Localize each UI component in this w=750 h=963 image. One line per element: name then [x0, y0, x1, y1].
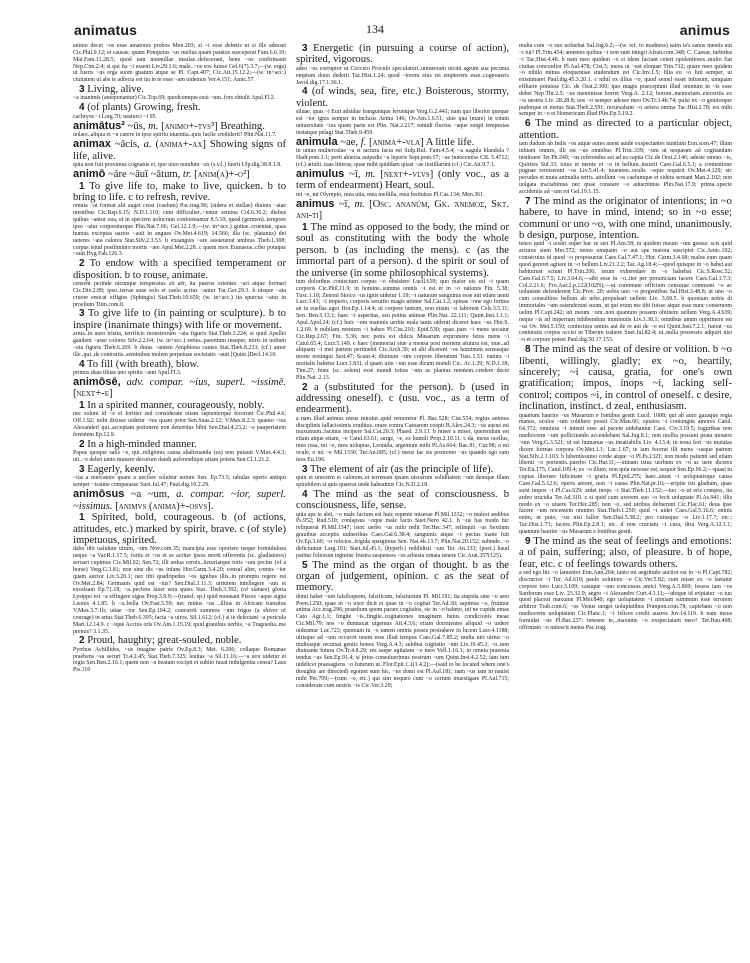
citation-block: arma..in auro tristia, terrificis monstrorum ~ata figuris Stat.Theb.3.224; si quid Apellei gaudent ~asse colores Silv.2.2.64; (w. in+acc.) series..parentum insuper, miris in uultum ~ata figuris Theb.6.269. b duras ~antem Amphiona cautes Stat.Theb.8.233; (cf.) amor ille..qui..de contrariis..seminibus molem perpetuae societatis ~auit [Quint.]Decl.14.10. [73, 331, 286, 358]
sense-text: To give life to, make to live, quicken. b to bring to life. c to refresh, revive. [73, 180, 286, 204]
sense-definition [296, 382, 509, 416]
etymology: [animo+-tvs³] [161, 120, 218, 132]
entry-headword-line [73, 377, 286, 400]
sense-number: 7 [525, 195, 531, 207]
sense-text: The mind as opposed to the body, the mind or soul as constituting with the body the whole person. b (as including the mens). c (as the immortal part of a person). d the spirit or soul of the universe (in some philosophical systems). [296, 221, 509, 279]
headword: animō [73, 168, 106, 181]
etymology: [animvs (anima)+-osvs]. [115, 500, 214, 512]
right-guideword: animus [679, 22, 730, 38]
inflection-forms: ~ī, [338, 198, 351, 210]
sense-number: 1 [79, 512, 85, 524]
etymology: [next+-vlvs] [380, 168, 434, 180]
definition: Showing signs of life, alive. [73, 139, 287, 162]
column-left [73, 43, 286, 690]
sense-definition [519, 196, 732, 242]
sense-text: Proud, haughty; great-souled, noble. [87, 635, 242, 647]
inflection-forms: ~ācis, [114, 139, 140, 150]
sense-number: 1 [79, 180, 85, 192]
citation-block: a nam illud animus meus miratur..quid remoretur Pl. Bac.528; Cist.554; regius animus disciplinis fallacissimis eruditus..orare contra Caesarem coepit B.Alex.24.3; ~us ausus est maxumum..facinus incipere Sal.Cat.20.3; Phaed. 2.9.13. b miser a miser, querendum est etiam atque etiam, ~e Catul.63.61; surge, ~e, ex humili Prop.2.10.11. c da, meus ocellus, mea rosa, mi ~e, mea uoluptas, Leonida, argentum mihi Pl.As.664; Bac.81; Cur.98; o mi ocule, o mi ~e Mil.1330; Ter.An.685; (cf.) meus fac sis postremo ~us quando ego sum tuos Eu.196. [296, 415, 509, 463]
entry-headword-line [296, 137, 509, 149]
inflection-forms: ~āre ~āuī ~ātum, [108, 169, 181, 181]
definition: (only voc., as a term of endearment) Heart, soul. [296, 168, 509, 192]
sense-text: The mind as the originator of intentions; in ~o habere, to have in mind, intend; so in ~o esse; communi or uno ~o, with one mind, unanimously. b design, purpose, intention. [519, 195, 732, 242]
entry-headword-line [73, 121, 286, 133]
sense-number: 3 [302, 43, 308, 54]
definition: A little life. [425, 136, 475, 148]
sense-definition [73, 258, 286, 281]
entry-headword-line [73, 139, 286, 162]
citation-block: ~ius a mercatore quam a uectore soluitur uotum Sen. Ep.73.5; tabulas operis antiqui semper ~issime comparasse Suet.Jul.47; Paul.dig.10.2.29. [73, 475, 286, 489]
sense-number: 1 [79, 400, 85, 411]
sense-definition [519, 536, 732, 570]
citation-block: tum doloribus coniectum corpus ~o obsistere Lucil.639; quo maior uis est ~i quam corporis Cic.Phil.11.9; in homine..summa omnis ~i est et in ~o rationis Fin. 5.38; Tusc.1.18; Zenoni Stoico ~us ignis uidetur 1.19; ~i naturam sanguinis esse aut etiam uenti Lucr.3.43; ~i imperio, corporis seruitio magis utimur Sal.Cat.1.2; spinas ~one ego fortius an tu euellas agro Hor.Ep.1.14.4; ut corpore tantum, non etiam ~o laborent Cels.3.5.11; Sen. Ben.5.13.1; haec ~i asperitas, seu potius animae Plin.Nat. 22.111; Quint.Inst.1.1.1; Apul.Apol.24; (cf.) huic ~um matonis uerbis mala tanta uidenti diceret haec ~us Hor.S. 1.2.69. b nubilam mentem ~i habeo Pl.Cist.210; Epid.530; quae..pars ~i mens uocatur Cic.Rep.2.67; Fin. 5.36; nec potis est dulcis Musarum expromere fetus mens ~i Catul.65.4; Lucr.5.149. c haec (memoria) siue a mensa post mortem afutura est, siue..ad aliquam ~i mei partem pertinebit Cic.Arch.30; ut alii dicerent ~os hominum sensusque morte restingui Sest.47; Scaur.4; diuinum ~um corpore liberatum Tusc.1.51. natura ~i mortalis habetur Lucr.3.831. d quam uim ~um esse dicunt mundi Cic. Ac.1.29; N.D.1.18; Tim.27; hunc (sc. solem) esse mundi totius ~um ac planius mentem..credere decet Plin.Nat. 2.13. [296, 278, 509, 381]
sense-definition [296, 86, 509, 109]
headword: animulus [296, 167, 345, 180]
grammar-label: f. [360, 136, 367, 148]
sense-number: 4 [79, 358, 85, 370]
citation-block: siluae, quas ~i Euri adsidue franguntque feruntque Verg.G.2.441; nam quo liberior quoque est ~ior ignis semper in inclusis Aetna 146; Ov.Am.1.6.51; siue qua (mare) in totum uniuersitate ~ius quam parte est Plin. Nat.2.217; tumidi fluctus ~aque surgit tempestas instatque pelagi Stat.Theb.9.459. [296, 109, 509, 136]
column-middle [296, 43, 509, 690]
citation-block: nec solum id ~e et fortiter sed considerate etiam sapienterque fecerunt Cic.Phil.4.6; Off.1.92; mihi dixisse uidetur ~ius quam prior Sen.Suas.2.12; V.Max.8.2.3; quanto ~ius Alexander! qui..acceptam potionem non deterritus bibit Sen.Dial.4.23.2; ~e paupertatem ferentem Ep.12.9. [73, 411, 286, 438]
citation-block: censent perinde utcunque temperatus sit aër, ita pueros orientes ~ari atque formari Cic.Div.2.89; ipso..terrae suae solo et caelo acrius ~antur Tac.Ger.29.3. b uisque ~ata cruore emicat effigies (Sphingis) Stat.Theb.10.659; (w. in+acc.) ita spurcus ~atur in proelium Titin.com.8. [73, 281, 286, 308]
sense-text: To fill (with breath), blow. [87, 358, 200, 370]
definition: Breathing. [220, 120, 265, 132]
sense-number: 3 [302, 463, 308, 475]
sense-text: Eagerly, keenly. [87, 463, 155, 475]
sense-definition [73, 84, 286, 95]
sense-text: Spirited, bold, courageous. b (of actions, attitudes, etc.) marked by spirit, brave. c (of style) impetuous, spirited. [73, 512, 286, 546]
grammar-label: m. [365, 168, 376, 180]
left-guideword: animatus [74, 22, 138, 38]
citation-block: multa cum ~o suo uoluebat Sal.Jug.6.2;—(w. ref. to madness) satin ta's sanus mentis aut ~i tui? Pl.Trin.454; amentes quibus ~i non sunt integri Afran.com.348; C. Caesar, turbidus ~i Tac.Hist.4.48. b nam meo quidem ~o si idem faciant ceteri opulentiores..multo fiat ciuitas concordior Pl.Aul.478; Cist.5; meus ut ~ust eloquar Trin.712; quare meo quidem ~o nihilo minus eloquentiae studendum est Cic.Inv.1.5; filia eo ~o fuit semper, ut existimaret Paul.dig.45.3.20.1. c nihil ex illius ~o, quod semel esset infusum, umquam effluere potuisse Cic. de Orat.2.300; quo magis praeceptum illud omnium in ~is esse debet Nep.Thr.2.5; ~us meminisse horret Verg.A. 2.12; horum..memoriam..eieceritis ex ~is uestris Liv. 28.28.8; uos ~o semper adesse meo Ov.Tr.3.4b.74; pulsi ex ~o genitorque pudorque et metus Stat.Theb.2.591; recursabant ~o uetera omina Tac.Hist.2.78; est mihi semper in ~o et Homericum illud Plin.Ep.5.19.2. [519, 43, 732, 118]
sense-number: 2 [79, 635, 85, 647]
sense-text: In a spirited manner, courageously, nobly. [87, 400, 265, 411]
citation-block: animo decet ~os esse amatores probos Men.203; si ~i esse debetis ut si ille adesset Cic.Phil.9.12; ei causae, quam Pompeius ~us melius quam paratus susceperat Fam.6.6.10; Mat.Fam.11.28.5; quod iam nonnullae insulae..defecerant, bene ~os confirmauit Nep.Cim.2.4; si qui ita ~i essent Liv.29.1.6; male..~os eos fuisse Gel.6(7).3.7;—(w. erga) ut fueris ~us erga suom gnatum atque se Pl. Capt.407; Cic.Att.15.12.2;—(w. in+acc.) ciuitatem ut abs te adfecta est ita in te esse ~am uidemus Ver.4.151; Amic.57. [73, 43, 286, 84]
grammar-label: m. [148, 120, 159, 132]
sense-text: Living, alive. [87, 84, 144, 96]
grammar-label: tr. [182, 169, 192, 181]
sense-definition [296, 560, 509, 594]
entry-headword-line [73, 169, 286, 181]
entry-headword-line [296, 169, 509, 192]
sense-number: 1 [302, 221, 308, 233]
sense-text: Energetic (in pursuing a course of action), spirited, vigorous. [296, 43, 509, 66]
sense-number: 4 [302, 86, 308, 98]
etymology: (anima+-ax] [155, 139, 206, 150]
citation-block: ~a inanimis (anteponantur) Cic.Top.69; quodcumque esui ~um..fors obtulit Apul.Fl.2. [73, 95, 276, 102]
citation-block: quin et umorem et calorem..et terrenam ipsam uiscerum soliditatem ~um denique illum spirabilem si quis quaerat unde habeamus Cic.N.D.2.18. [296, 475, 509, 488]
inflection-forms: ~ūs, [127, 120, 146, 132]
sense-text: In a high-minded manner. [87, 438, 197, 450]
sense-text: The element of air (as the principle of life). [310, 463, 494, 475]
citation-block: Pyrrhus Achillides, ~us imagine patris Ov.Ep.8.3; Met. 6.206; collaque Romanae praebens ~sa securi Tr.4.2.45; Stat.Theb.7.325; leuitas ~a Sil.11.16;—~a uox uidetur et regia Sen.Ben.2.16.1; quem non ~a beatum excipit et subito iuuat indulgentia censu? Laus Pis.110 [73, 646, 286, 674]
sense-definition [296, 222, 509, 279]
sense-text: The mind as directed to a particular object, attention. [519, 118, 732, 141]
citation-block: primus duas tibias uno spiritu ~auit Apul.Fl.3. [73, 369, 182, 376]
column-right [519, 43, 732, 690]
entry-headword-line [73, 489, 286, 512]
sense-number: 3 [79, 308, 85, 320]
sense-definition [73, 400, 286, 411]
sense-number: 5 [302, 559, 308, 571]
headword: animax [73, 138, 111, 150]
citation-block: Papus quoque satis ~e, qui..religionis causa abalienanda (ea) non putauit V.Max.4.4.3; uti..~e debet tanto munere decorum dandi auferendique uitam potens Sen.Cl.1.21.2. [73, 450, 286, 464]
citation-block: quia aps te abit, ~o male factum est huic repente miserae Pl.Mil.1332; ~o malest aedibus Ps.952; Rud.510; conlapsus ~oque male facto Suet.Nero 42.1. b ~us has modo hic reliquerat Pl.Mil.1347; istoc uerbo ~us mihi redit Ter.Hec.347; relinquit ~us Sextium grauibus acceptis uulneribus Caes.Gal.6.38.4; sanguinis atque ~i pectus inane fuit Ov.Ep.3.60; ~o relictos..frigida spargimus Sen. Nat.4b.13.7; Plin.Nat.20.152; subinde..~o deficiuntur Larg.191; Suet.Jul.45.1; (hyperb.) reddidisti ~um Ter. An.333; (poet.) haud patitur foliorum tegmine frustra suspensos ~os arbusta ornata tenere Cic.Arat.357(125). [296, 511, 509, 559]
sense-definition [73, 635, 286, 646]
grammar-label: adv. compar. ~ius, superl. ~issimē. [126, 376, 286, 388]
sense-number: 9 [525, 535, 531, 547]
sense-definition [73, 512, 286, 546]
citation-block: in unius mulierculae ~a si iactura facta est Sulp.Ruf. Fam.4.5.4; ~a uagula blandula ? Hadr.poet.3.1; perit abiecta auipedis ~a leporis Sept.poet.17; ~ae innocentiss CIL 5.4712; (cf.) attulit..tuas litteras; quae mihi quiddam quasi ~ae instillarunt (cf.) Cic.Att.9.7.1. [296, 148, 509, 168]
etymology: [next+-e] [73, 388, 113, 400]
page-number: 134 [366, 22, 384, 36]
grammar-label: m. [354, 198, 365, 210]
etymology: [anim(a)+-o²] [194, 169, 250, 181]
citation-block: teneo quid ~i uostri super hac re siet Pl.Am.58; tu quidem meum ~um gestas: scis quid acturus siem Mer.572; nemo umquam ~o aut spe maiora suscipiet Cic.Amic.102; consecutus id quod ~o proposuerat Caes.Gal.7.47.1; Hor. Carm.3.4.68; malus eum quam quod gereret agitare in ~o bellum Liv.21.2.2; Tac.Ag.18.4;—quod quisque in ~o habet aut habiturust sciunt Pl.Trin.206; istum exheredare in ~o habebat Cic.S.Rosc.52; Caes.Gal.6.7.5; Liv.3.64.6;—sibi esse in ~o..iter per prouinciam facere Caes.Gal.1.7.3; Col.2.21.6; Fro.Aur.2.p.122(102N);—ut commune officium censurae communi ~o ac uoluntate defenderent Cic.Prov. 20; uobis uno ~o pergentibus Sal.Hist.3.48.8; ut uno ~o cum consulibus bellum ab urbe..propulsari uellent Liv. 3.69.5. b quoniam nobis di immortales ~um ostenderunt suom, ut qui erum me tibi fuisse atque esse nunc conseruom uelim Pl.Capt.242; uti meum ~um..non quantum possem obtinere uellem Verg.A.4.639; neque ~is ad imperium inhibendum imminutis Liv.3.38.1; omnibus unum opprimere est ~us Ov. Met.5.150; coniectura omnis aut de re aut de ~o est Quint.Inst.7.2.1; fuerat ~us coniuratis corpus occisi in Tiberim trahere Suet.Jul.82.4; ut..nulla possessio adquiri nisi ~o et corpore potest Paul.dig.50.17.153. [519, 241, 732, 344]
inflection-forms: ~ae, [340, 136, 359, 148]
sense-number: 3 [79, 463, 85, 475]
sense-number: 2 [79, 258, 85, 270]
grammar-label: a. compar. ~ior, superl. ~issimus. [73, 488, 287, 512]
sense-text: a (substituted for the person). b (used in addressing oneself). c (usu. voc., as a term of endearment). [296, 381, 509, 416]
citation-block: mi ~e, mi Olympio, mea uita, mea mellilla, mea festiuitas Pl.Cas.134; Men.361. [296, 191, 485, 198]
citation-block: cachryos ~i Larg.70; nasturci ~i 95. [73, 113, 157, 120]
etymology: [anima+-vla] [368, 136, 424, 148]
citation-block: adeo ~us corruptor ut Cocceio Proculo speculatori..uniuersum uicini agrum sua pecunia emptum dono dederit Tac.Hist.1.24; quod ~iorem eius rei emptorem esse..cognoueris Javol.dig.17.1.36.1. [296, 65, 509, 86]
headword: animula [296, 135, 338, 148]
citation-block: iam dudum ab Indis ~os atque aures auent auide exspectantes nuntium Enn.scen.47; illum inhiant omnes, illi est ~us omnibus Pl.Truc.339; ~um ut nequeam ad cogitandum instituere Ter.Ph.240; ~us referendus est ad ea capita Cic.de Orat.2.146; adeste omnes ~is, Quirites Sul.33; totus et mente et ~o in bellum..insistit Caes.Gal.6.5.1; a contentione pugnae remiserant ~os Liv.5.41.4; iuuenem..oculis ~oque requirit Ov.Met.4.129; sic pecudes et muta animalia terris..attollunt ~os caelumque et sidera seruant Man.2.102; non uolgata tractabimus nec quae constare ~o aduertimus Plin.Nat.17.9; prima..specie accidentis ad ~um rei Gel.19.1.15. [519, 141, 732, 195]
sense-definition [73, 464, 286, 475]
sense-number: 3 [79, 84, 85, 96]
sense-definition [296, 43, 509, 66]
sense-number: 6 [525, 118, 531, 130]
sense-text: To endow with a specified temperament or disposition. b to rouse, animate. [73, 258, 286, 281]
entry-headword-line [296, 199, 509, 222]
sense-definition [73, 359, 286, 370]
citation-block: domi habet ~um falsiloquom, falsificum, falsiiurium Pl. Mil.191; ita stupida sine ~o asto Poen.1250; quae in ~o uxor dicit et quae in ~o cogitat Ter.Ad.30; sapimus ~o, fruimur anima Acc.trag.296; praedium quom parare cogitabis, sic in ~o habeto, uti ne cupide emas Cato Agr.1.1; fingite ~is..fingite..cogitationes imaginem huius condicionis meae Cic.Mil.79; nos ~o dumtaxat uigemus Att.4.3.6; etiam dormientes aliquid ~o uidere uideamur Luc.723; quoniam tu ~o tamen omnia possis protrahere in lucem Lucr.4.1188; utrisque ad ~um occurrit unum esse illud tempus Caes.Gal.7.85.2; multa uiri uirtus ~o multusque recursat gentis honos Verg.A.4.3; subibat cogitatio ~um Liv.10.45.3; ~o..non diuinante futura Ov.Tr.4.8.29; res saepe agitatam ~o meo Vell.1.16.1; in omnia praemia tendus ~us Sen.Ep.91.4; si prius consuluerimus nostrum ~um Quint.Inst.4.2.52; iam tum uidelicet praesagiens ~o futurum ut..Flor.Epit.1.1(1.4.2);—(said to be located where one's thoughts are directed) egomet sum hic, ~us domi est Pl.Aul.181; nam ~us iam in nauist mihi Per.709;—(cum ~o, etc.) qui sim nequeo cum ~o certum inuestigare Pl.Aul.715; considerate cum uestris ~is Cic.Ver.3.29; [296, 593, 509, 689]
citation-block: uolare..aliqua et ~u carere in ipso spiritu uiuentia..quis facile crediderit? Plin.Nat.11.7. [73, 132, 277, 139]
sense-text: (of plants) Growing, fresh. [87, 102, 201, 114]
citation-block: quia non fuit proximus cognatus ei, quo uiuo nondum ~ax (s.v.l.) fuerit Ulp.dig.38.8.1.8. [73, 162, 282, 169]
sense-definition [296, 489, 509, 512]
headword: animōsus [73, 487, 125, 500]
sense-definition [73, 102, 286, 113]
sense-definition [519, 118, 732, 141]
citation-block: a sed ego hic ~o lamentor Enn.Ann.204; tanto mi aegritudo auctior est in ~o Pl.Capt.782; discrucior ~i Ter. Ad.610; paulo solutiore ~o Cic.Ver.5.82; cum miser ex ~o laetatur corpore toto Lucr.3.109; casuque ~um concussus amici Verg.A.5.869; fessos iam ~os Sardorum esse Liv. 23.32.9; aegro ~i Alexandro Curt.4.3.11;—ubique id eripiatur ~o tuo quod placeat maxume Pl.Mer.840; ego uoluptatem ~i nimiam summum esse errorem arbitror Trab.com.6; ~os Venus uerget uoluptatibus Pompon.com.78; capiebam ~o non mediocrem uoluptatem Cic.Planc.1; ~i felices credit auaros Juv.14.119. b nam meus formidat ~us Pl.Bac.237; tenesne te,..maxume ~o exspectatam meo? Ter.Hau.408; offirmato ~o mitescit metus Pac.trag. [519, 569, 732, 631]
sense-number: 4 [79, 102, 85, 114]
inflection-forms: ~ī, [349, 168, 361, 180]
text-columns [73, 43, 733, 690]
sense-text: The mind as the organ of thought. b as the organ of judgement, opinion. c as the seat of memory. [296, 559, 510, 594]
citation-block: quantum haurire ~us Musarum e fontibus gestit Lucil. 1008; qui ab auro gazaque regia manus, oculos ~um cohibere possit Cic.Man.66; optatos ~i coniungite amores Catul. 64.372; omniura ~i intenti esse ad pacem uidebantur Caes. Civ.3.19.5; Iugurthae non mediocrem ~um pollicitando accendebant Sal.Jug.8.1; non mollia possunt prata mouere ~um Verg.G.3.521; ut est humanus ~us insatiabilis Liv. 4.13.4; in noua fert ~us mutatas dicere formas corpora Ov.Met.1.1; Luc.1.67; te iam fecerat illi mens ~usque patrem Stat.Silv.2.1.103. b lubentissumo corde atque ~o Pl.Ps.1321; non modo patienti sed etiam libenti ~o portentis..parebo Cic.Har.11;—utinam istuc uerbum ex ~o ac uere diceres Ter.Eu.175; Catul.109.4; ex ~o illum, non quia necesse est, sequor Sen.Ep.96.2;—quasi tu cupias liberare fidicinam ~i gratia Pl.Epid.275; haec..aiunt ~i uoluptatisque causa Caes.Gal.5.12.6; operis amore, non ~i causa Plin.Nat.pr.16;—eripite isti gladium, quae suist impos ~i Pl.Cas.629; ardet inops ~i Stat.Theb.11.152;—tuo ~o ut eris compos, ita ardeo trucidia Ter.Ad.310. c si quid cum uxorem suo ~o fecit uoluptate Pl.As.941; illis modo ex ~o uiuere Ter.Hec.285; non ~o, sed uiribus defuerunt Cic.Flac.61; deus ipse facere ~um nocentem omnino Stat.Theb.1.250; quid ~i uidet Caes.Gal.5.16.6; omnis enim, ut puto, ~us nisi fallor Sen.Dial.5.38.2; pro cuiusque ~o Liv.1.17.7; etc.; Tac.Hist.1.73; facere..Plin.Ep.2.8.1; etc. d non cruciatu ~i cura, dira Verg.A.12.1.1; quantum haurire ~us Musarum e fontibus gestit. [519, 412, 732, 535]
etymology: [Osc. ananúm, Gk. ἄνεμος, Skt. ani-ti] [296, 198, 509, 222]
grammar-label: a. [143, 139, 152, 150]
headword: animōsē, [73, 375, 121, 388]
sense-text: (of winds, sea, fire, etc.) Boisterous, stormy, violent. [296, 86, 509, 109]
sense-text: To give life to (in painting or sculpture). b to inspire (inanimate things) with life or movement. [73, 308, 286, 331]
sense-definition [73, 308, 286, 331]
sense-text: The mind as the seat of feelings and emotions: a of pain, suffering; also, of pleasure. b of hope, fear, etc. c of feelings towards others. [519, 535, 732, 570]
sense-number: 2 [79, 438, 85, 450]
sense-text: The mind as the seat of consciousness. b consciousness, life, sense. [296, 488, 509, 512]
sense-definition [73, 439, 286, 450]
citation-block: omnia ~at format alit auget creat (caelum) Pac.trag.90; (sidera et stellae) diuinis ~atae mentibus Cic.Rep.6.15; N.D.1.110; cum difficulter..~entur semina Col.6.36.2; diebus quibus ~antur oua, et in speciem uolucrum conformantur 8.5.10; quod (germen)..tempore ipso ~atur corporaturque Plin.Nat.7.66; Gel.12.1.9;—(w. in+acc.) guttae..cruentae, quas humus exceptas uarios ~auit in angues Ov.Met.4.619; 14.566; illa (sc. platanus) dei ueteres ~ata calores Stat.Silv.2.3.53. b exsanguis ~are assueuerat umbras Theb.1.308; corpus istud postliminio mortis ~are Apul.Met.2.28. c quem mox Eumaeus..cibo potuque ~auit Hyg.Fab.126.3. [73, 203, 286, 258]
headword: animātus² [73, 119, 125, 132]
sense-number: 4 [302, 488, 308, 500]
inflection-forms: ~a ~um, [130, 488, 170, 500]
citation-block: dabo tibi ualidum uirum, ~um Nov.com.35; mancipia esse oportere neque formidulosa neque ~a Var.R.1.17.5; fortis et ~os et se acriter ipsos morti offerentis (sc. gladiatores) seruari cupimus Cic.Mil.92; Sen.72; illi ardua ceruix..luxuriatque toris ~um pectus (of a horse) Verg.G.3.81; non sine dis ~us infans Hor.Carm.3.4.20; consul alter, comes ~ior quam auctor Liv.3.20.1; nec tibi quadripedes ~os ignibus illis..in promptu regere est Ov.Met.2.84; Germanis quid est ~ius? Sen.Dial.3.11.3; uirtutem intellegere ~am et excelsam Ep.71.18; ~a..pectora laxet sera quies Stat. Theb.3.392; (of statues) gloria Lysippo est ~a effingere signa Prop.3.9.9;—(transf. sp.) quid moueant Pisces ~aque signa Leonis 4.1.85. b ~a..bella Ov.Fast.5.59; nec minus ~us ..illius in Africam transitus V.Max.3.7.1b; uitae ~ior Sen.Ep.104.2; concurrit summos ~um frigus (a shiver of courage) in artus Stat.Theb.6.395; facta ~a uiros. Sil.1.612; (cf.) si te delectant ~a pericula Mart.12.14.9. c ~ique Accius oris Ov.Am.1.15.19; quid grauibus uerbis, ~a Tragoedia..me premis? 3.1.35. [73, 546, 286, 635]
sense-number: 2 [302, 381, 308, 393]
sense-number: 8 [525, 344, 531, 356]
sense-definition [296, 464, 509, 475]
sense-text: The mind as the seat of desire or volition. b ~o libenti, willingly, gladly; ex ~o, heartily, sincerely; ~i causa, gratia, for one's own gratification; impos, inops ~i, lacking self-control; compos ~i, in control of oneself. c desire, inclination, instinct. d zeal, enthusiasm. [519, 344, 732, 413]
sense-definition [519, 344, 732, 412]
sense-definition [73, 181, 286, 204]
headword: animus [296, 197, 335, 210]
